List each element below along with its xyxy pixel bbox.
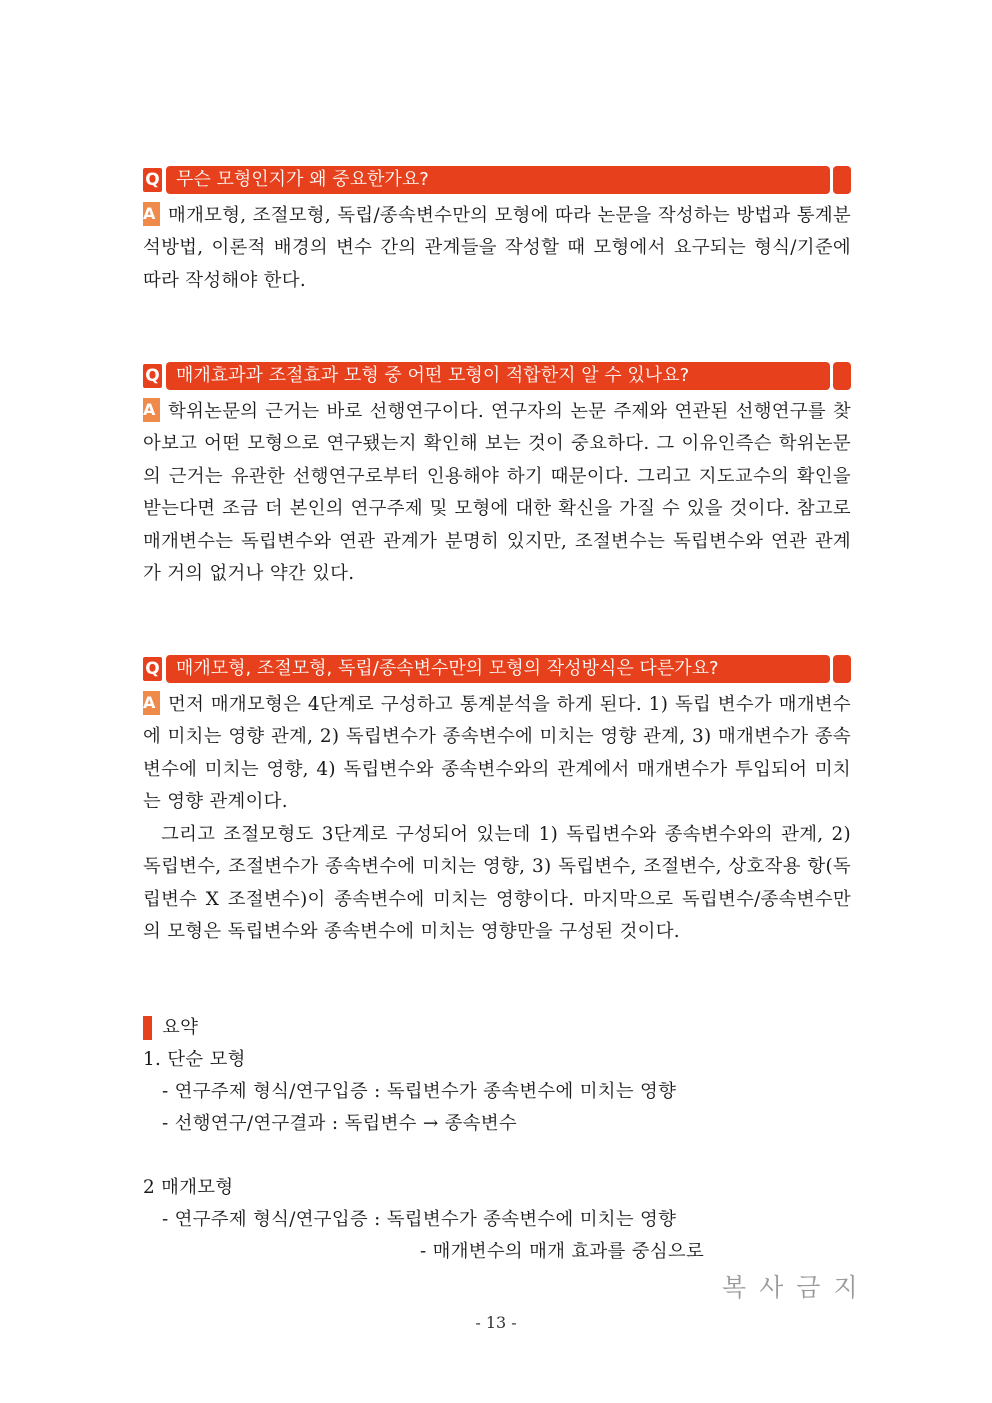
summary-section-1-item: - 연구주제 형식/연구입증 : 독립변수가 종속변수에 미치는 영향 (162, 1081, 677, 1102)
summary-section-2-item: - 매개변수의 매개 효과를 중심으로 (420, 1241, 705, 1262)
question-text: 무슨 모형인지가 왜 중요한가요? (166, 166, 830, 194)
question-bar-tail (833, 655, 851, 683)
q-badge: Q (143, 168, 162, 192)
summary-section-2-title: 2 매개모형 (143, 1177, 234, 1198)
question-text: 매개모형, 조절모형, 독립/종속변수만의 모형의 작성방식은 다른가요? (166, 655, 830, 683)
a-badge: A (143, 398, 160, 422)
question-bar-tail (833, 362, 851, 390)
page-number: - 13 - (475, 1313, 517, 1332)
summary-section-2-item: - 연구주제 형식/연구입증 : 독립변수가 종속변수에 미치는 영향 (162, 1209, 677, 1230)
answer-paragraph-1 (143, 200, 851, 297)
question-bar-3 (143, 655, 851, 683)
answer-paragraph-3b: 그리고 조절모형도 3단계로 구성되어 있는데 1) 독립변수와 종속변수와의 관계, 2) 독립변수, 조절변수가 종속변수에 미치는 영향, 3) 독립변수, 조절변수, 상호작용 항(독립변수 X 조절변수)이 종속변수에 미치는 영향이다. 마지막으로 독립변수/종속변수만의 모형은 독립변수와 종속변수에 미치는 영향만을 구성된 것이다. (143, 824, 851, 943)
summary-title: 요약 (162, 1017, 199, 1038)
question-text: 매개효과과 조절효과 모형 중 어떤 모형이 적합한지 알 수 있나요? (166, 362, 830, 390)
answer-paragraph-3 (143, 689, 851, 819)
a-badge: A (143, 691, 160, 715)
question-bar-1 (143, 166, 851, 194)
answer-text: 매개모형, 조절모형, 독립/종속변수만의 모형에 따라 논문을 작성하는 방법과 통계분석방법, 이론적 배경의 변수 간의 관계들을 작성할 때 모형에서 요구되는 형식/기준에 따라 작성해야 한다. (143, 205, 851, 291)
question-bar-2 (143, 362, 851, 390)
question-bar-tail (833, 166, 851, 194)
answer-paragraph-2 (143, 396, 851, 590)
a-badge: A (143, 202, 160, 226)
summary-section-1-item: - 선행연구/연구결과 : 독립변수 → 종속변수 (162, 1113, 517, 1134)
summary-marker (143, 1016, 152, 1040)
summary-section-1-title: 1. 단순 모형 (143, 1049, 246, 1070)
q-badge: Q (143, 364, 162, 388)
q-badge: Q (143, 657, 162, 681)
answer-text: 학위논문의 근거는 바로 선행연구이다. 연구자의 논문 주제와 연관된 선행연구를 찾아보고 어떤 모형으로 연구됐는지 확인해 보는 것이 중요하다. 그 이유인즉슨 학위논문의 근거는 유관한 선행연구로부터 인용해야 하기 때문이다. 그리고 지도교수의 확인을 받는다면 조금 더 본인의 연구주제 및 모형에 대한 확신을 가질 수 있을 것이다. 참고로 매개변수는 독립변수와 연관 관계가 분명히 있지만, 조절변수는 독립변수와 연관 관계가 거의 없거나 약간 있다. (143, 401, 851, 585)
watermark: 복사금지 (722, 1273, 871, 1302)
answer-text: 먼저 매개모형은 4단계로 구성하고 통계분석을 하게 된다. 1) 독립 변수가 매개변수에 미치는 영향 관계, 2) 독립변수가 종속변수에 미치는 영향 관계, 3) 매개변수가 종속변수에 미치는 영향, 4) 독립변수와 종속변수와의 관계에서 매개변수가 투입되어 미치는 영향 관계이다. (143, 694, 851, 813)
